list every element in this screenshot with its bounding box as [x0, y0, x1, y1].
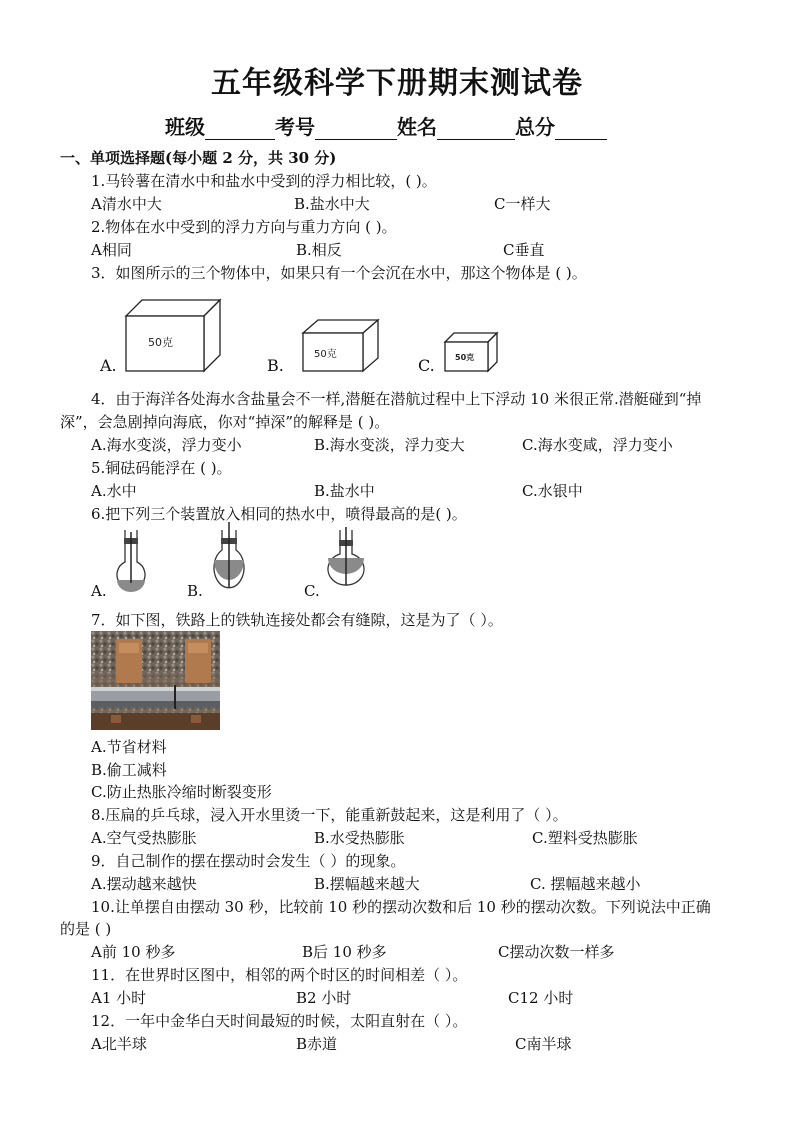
- question-10: 10.让单摆自由摆动 30 秒，比较前 10 秒的摆动次数和后 10 秒的摆动次数。下列说法中正确: [91, 898, 711, 916]
- q6-figure-label-c: C.: [304, 582, 320, 600]
- q3-figure-label-b: B.: [267, 356, 284, 375]
- flask-a: [117, 530, 145, 592]
- question-6: 6.把下列三个装置放入相同的热水中，喷得最高的是( )。: [91, 505, 467, 523]
- q5-option-a: A.水中: [91, 482, 137, 500]
- q11-option-c: C12 小时: [508, 989, 574, 1007]
- q6-figure-label-b: B.: [187, 582, 203, 600]
- q11-option-b: B2 小时: [296, 989, 352, 1007]
- q8-option-a: A.空气受热膨胀: [91, 829, 197, 847]
- q8-option-b: B.水受热膨胀: [314, 829, 405, 847]
- question-8: 8.压扁的乒乓球，浸入开水里烫一下，能重新鼓起来，这是利用了（ ）。: [91, 806, 568, 824]
- question-9: 9．自己制作的摆在摆动时会发生（ ）的现象。: [91, 852, 406, 870]
- cube-medium-label: 50克: [314, 349, 337, 360]
- q9-option-a: A.摆动越来越快: [91, 875, 197, 893]
- question-3: 3．如图所示的三个物体中，如果只有一个会沉在水中，那这个物体是 ( )。: [91, 264, 587, 282]
- q4-option-c: C.海水变咸，浮力变小: [522, 436, 673, 454]
- cube-small-label: 50克: [455, 353, 475, 362]
- q5-option-b: B.盐水中: [314, 482, 375, 500]
- railway-joint-photo: [91, 631, 220, 730]
- q11-option-a: A1 小时: [91, 989, 147, 1007]
- q2-option-b: B.相反: [296, 241, 342, 259]
- question-4-cont: 深”，会急剧掉向海底，你对“掉深”的解释是 ( )。: [60, 413, 390, 431]
- name-label: 姓名: [397, 115, 437, 139]
- question-10-cont: 的是 ( ): [60, 920, 112, 938]
- question-5: 5.铜砝码能浮在 ( )。: [91, 459, 232, 477]
- q10-option-a: A前 10 秒多: [91, 943, 176, 961]
- section-title: 一、单项选择题(每小题 2 分，共 30 分): [60, 149, 337, 167]
- q2-option-c: C垂直: [503, 241, 545, 259]
- q4-option-a: A.海水变淡，浮力变小: [91, 436, 242, 454]
- q3-figure-label-a: A.: [100, 356, 117, 375]
- question-11: 11．在世界时区图中，相邻的两个时区的时间相差（ ）。: [91, 966, 468, 984]
- q12-option-a: A北半球: [91, 1035, 147, 1053]
- question-12: 12．一年中金华白天时间最短的时候，太阳直射在（ ）。: [91, 1012, 468, 1030]
- question-1: 1.马铃薯在清水中和盐水中受到的浮力相比较，( )。: [91, 172, 437, 190]
- q9-option-b: B.摆幅越来越大: [314, 875, 420, 893]
- q8-option-c: C.塑料受热膨胀: [532, 829, 638, 847]
- q7-option-b: B.偷工减料: [91, 761, 167, 779]
- flask-b: [214, 522, 244, 588]
- question-7: 7．如下图，铁路上的铁轨连接处都会有缝隙，这是为了（ ）。: [91, 611, 503, 629]
- q5-option-c: C.水银中: [522, 482, 583, 500]
- q12-option-b: B赤道: [296, 1035, 338, 1053]
- q1-option-b: B.盐水中大: [294, 195, 370, 213]
- page-title: 五年级科学下册期末测试卷: [211, 66, 583, 101]
- q10-option-b: B后 10 秒多: [302, 943, 387, 961]
- q3-figure-label-c: C.: [418, 356, 435, 375]
- class-label: 班级: [165, 115, 205, 139]
- q6-figure-label-a: A.: [91, 582, 107, 600]
- total-label: 总分: [515, 115, 555, 139]
- question-2: 2.物体在水中受到的浮力方向与重力方向 ( )。: [91, 218, 397, 236]
- flask-c: [328, 527, 364, 585]
- exam-no-label: 考号: [275, 115, 315, 139]
- cube-large-label: 50克: [148, 336, 173, 349]
- q7-option-c: C.防止热胀冷缩时断裂变形: [91, 783, 272, 801]
- question-4: 4．由于海洋各处海水含盐量会不一样,潜艇在潜航过程中上下浮动 10 米很正常.潜艇碰到“掉: [91, 390, 702, 408]
- q1-option-a: A清水中大: [91, 195, 162, 213]
- q1-option-c: C一样大: [494, 195, 551, 213]
- q12-option-c: C南半球: [515, 1035, 572, 1053]
- q4-option-b: B.海水变淡，浮力变大: [314, 436, 465, 454]
- q7-option-a: A.节省材料: [91, 738, 167, 756]
- q10-option-c: C摆动次数一样多: [498, 943, 615, 961]
- q9-option-c: C. 摆幅越来越小: [530, 875, 641, 893]
- q2-option-a: A相同: [91, 241, 132, 259]
